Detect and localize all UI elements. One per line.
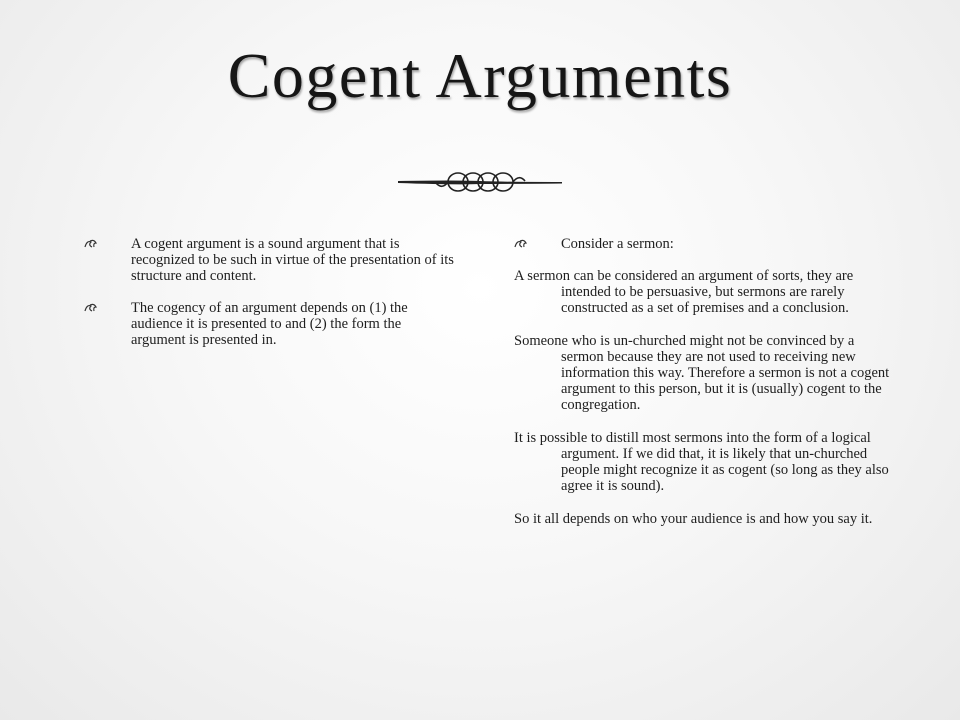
bullet-item bbox=[84, 300, 456, 348]
slide-title: Cogent Arguments bbox=[227, 40, 733, 111]
left-column bbox=[84, 236, 456, 364]
bullet-text: A cogent argument is a sound argument that is recognized to be such in virtue of the presentation of its structure and content. bbox=[131, 236, 454, 284]
paragraph: A sermon can be considered an argument of sorts, they are intended to be persuasive, but sermons are rarely constructed as a set of premises and a conclusion. bbox=[514, 268, 854, 316]
paragraph: So it all depends on who your audience is and how you say it. bbox=[514, 511, 873, 527]
scroll-ornament-icon bbox=[396, 166, 564, 198]
paragraph: It is possible to distill most sermons into the form of a logical argument. If we did that, it is likely that un-churched people might recognize it as cogent (so long as they also agree it is sound). bbox=[514, 430, 889, 494]
right-column bbox=[514, 236, 890, 544]
flourish-bullet-icon bbox=[84, 302, 97, 314]
bullet-item bbox=[514, 236, 890, 252]
bullet-text: The cogency of an argument depends on (1) the audience it is presented to and (2) the form the argument is presented in. bbox=[131, 300, 408, 348]
bullet-item bbox=[84, 236, 456, 284]
bullet-text: Consider a sermon: bbox=[561, 236, 674, 252]
paragraph: Someone who is un-churched might not be convinced by a sermon because they are not used to receiving new information this way. Therefore a sermon is not a cogent argument to this person, but it is (usually) cogent to the congregation. bbox=[514, 333, 890, 413]
flourish-bullet-icon bbox=[514, 238, 527, 250]
flourish-bullet-icon bbox=[84, 238, 97, 250]
